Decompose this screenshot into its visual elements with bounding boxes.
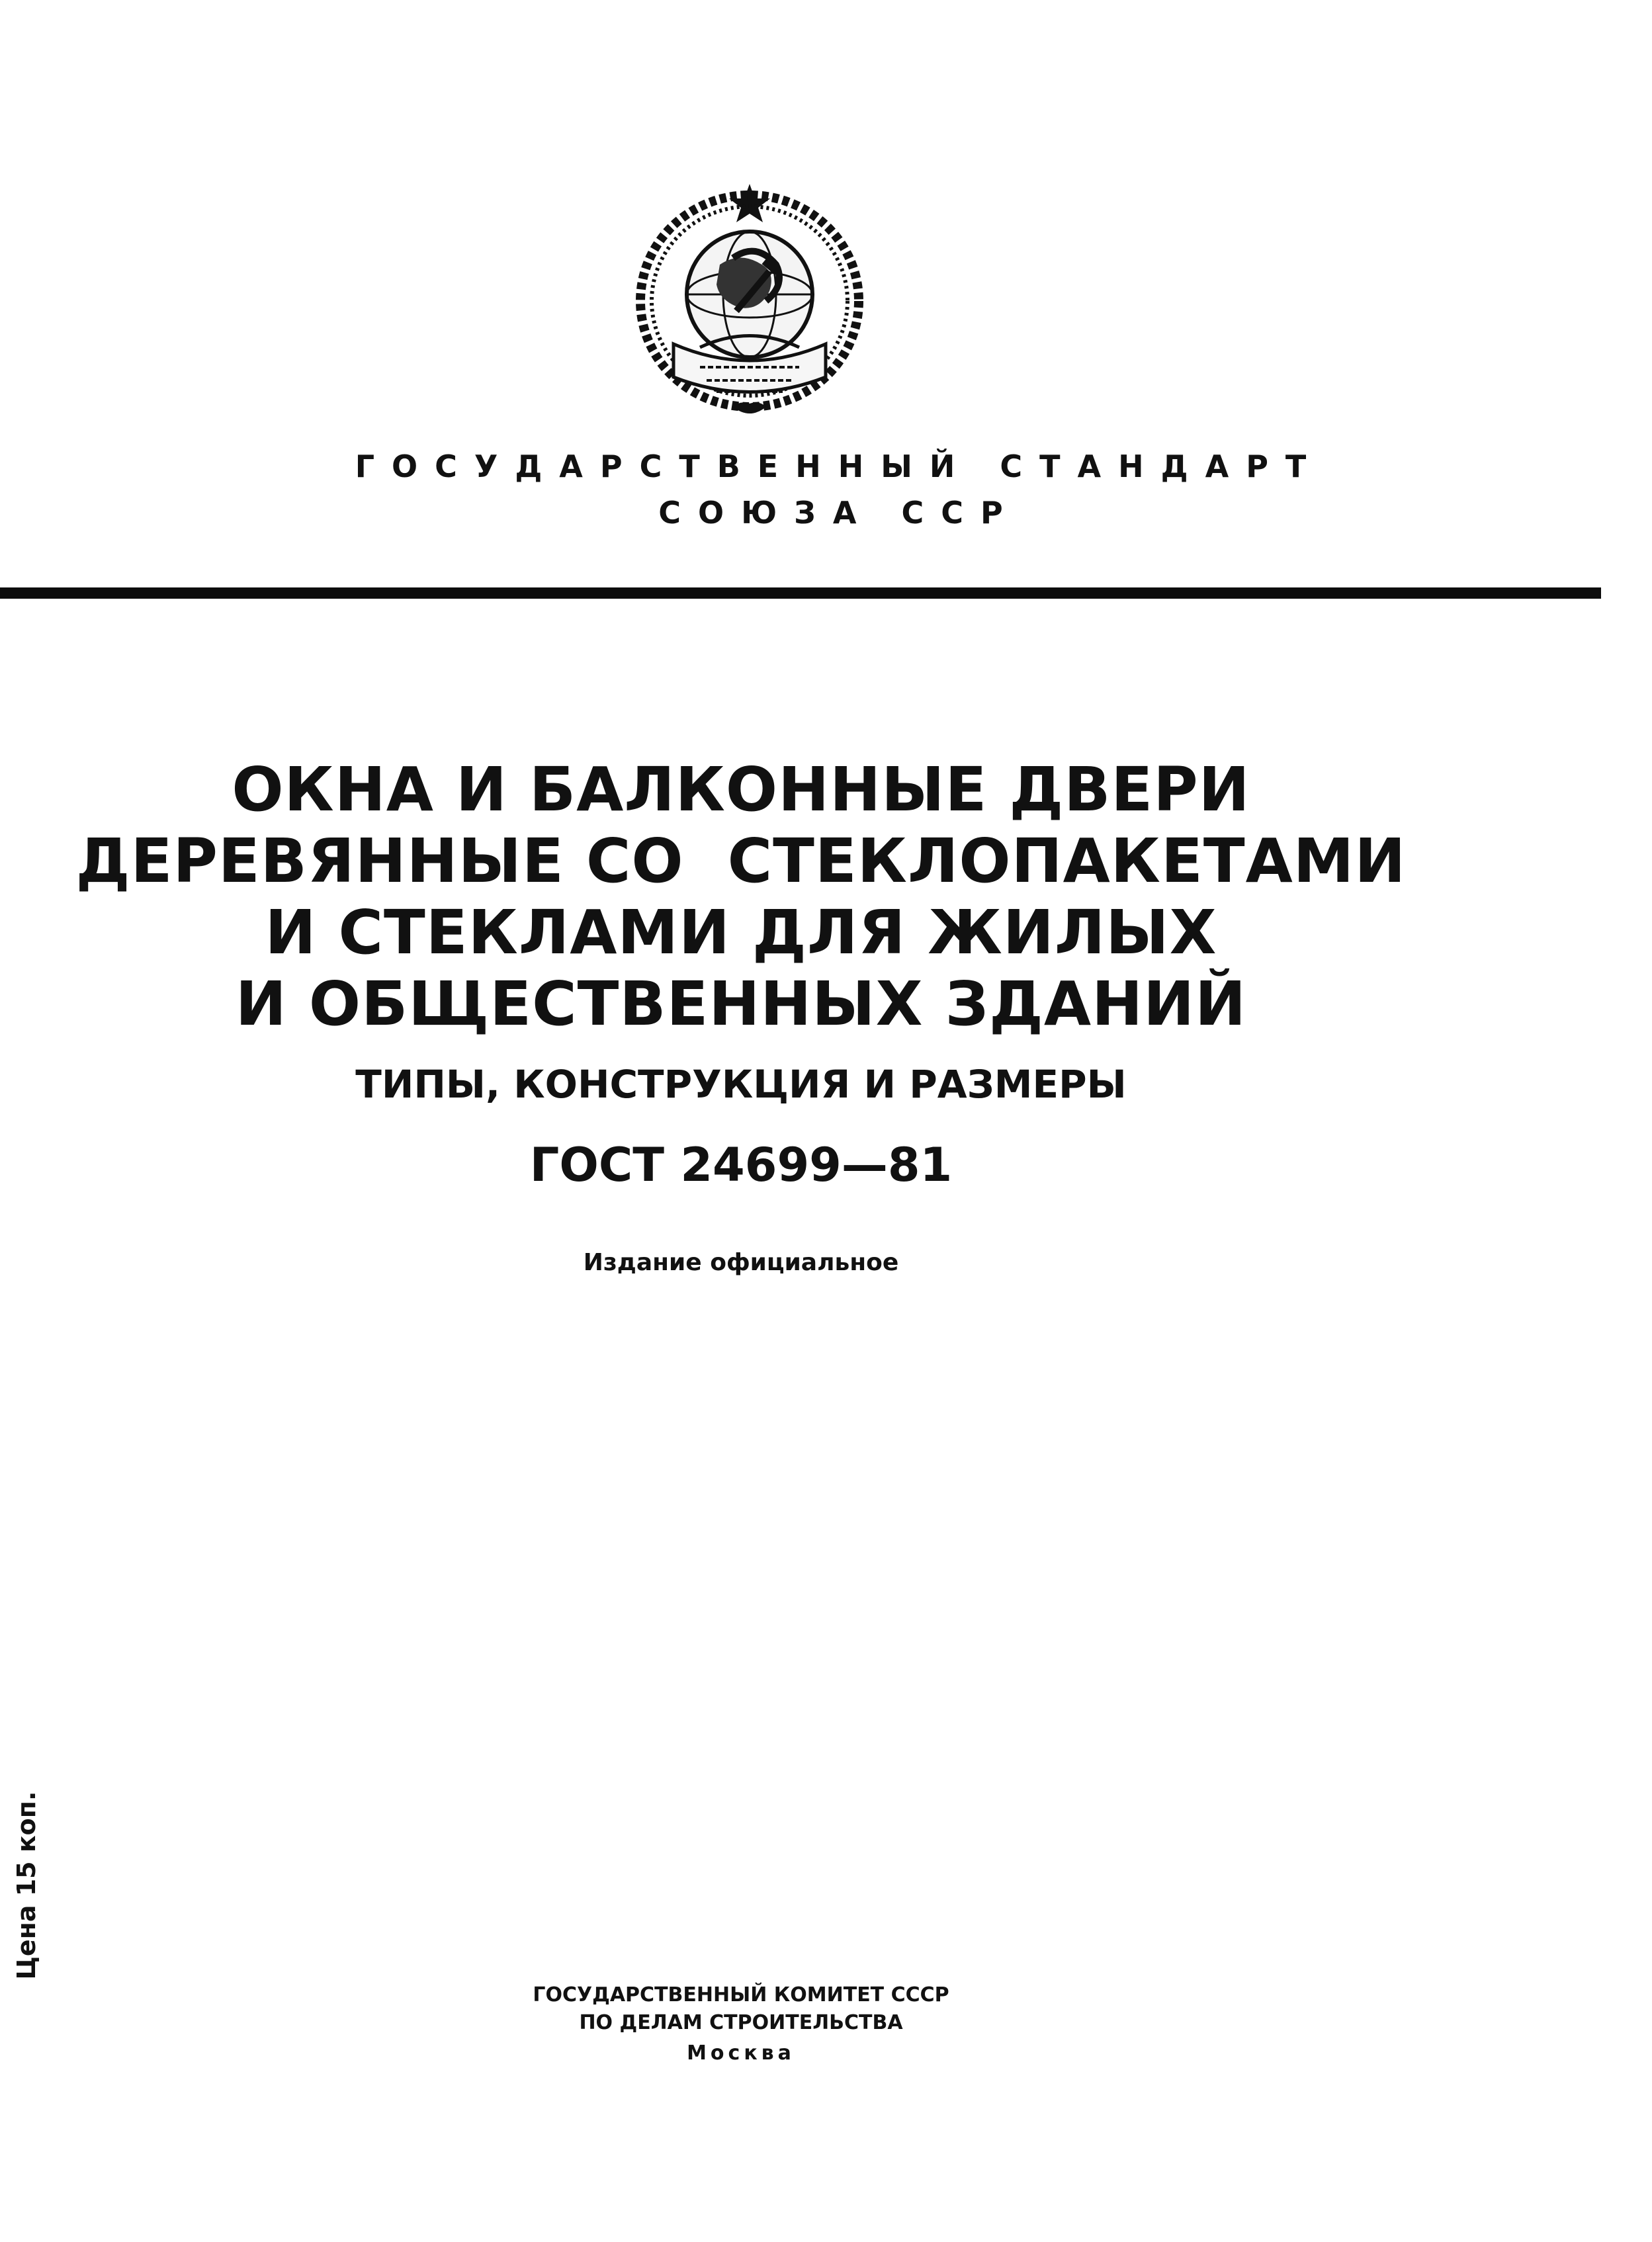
title-line: И ОБЩЕСТВЕННЫХ ЗДАНИЙ xyxy=(235,969,1247,1039)
header-ussr: СОЮЗА ССР xyxy=(658,495,1020,531)
state-emblem-icon xyxy=(627,179,872,423)
standard-number: ГОСТ 24699—81 xyxy=(529,1138,953,1192)
publisher-line: ГОСУДАРСТВЕННЫЙ КОМИТЕТ СССР xyxy=(533,1983,949,2006)
header-state-standard: ГОСУДАРСТВЕННЫЙ СТАНДАРТ xyxy=(355,449,1324,484)
document-title xyxy=(0,754,1482,1040)
horizontal-divider xyxy=(0,587,1601,599)
document-subtitle: ТИПЫ, КОНСТРУКЦИЯ И РАЗМЕРЫ xyxy=(355,1062,1127,1107)
publisher-city: Москва xyxy=(687,2042,795,2065)
title-line: ОКНА И БАЛКОННЫЕ ДВЕРИ xyxy=(232,754,1250,825)
publisher-block xyxy=(0,1981,1482,2067)
publisher-line: ПО ДЕЛАМ СТРОИТЕЛЬСТВА xyxy=(579,2011,903,2034)
title-line: ДЕРЕВЯННЫЕ СО СТЕКЛОПАКЕТАМИ xyxy=(75,826,1407,896)
edition-note: Издание официальное xyxy=(583,1249,899,1276)
title-line: И СТЕКЛАМИ ДЛЯ ЖИЛЫХ xyxy=(265,897,1217,968)
price-label: Цена 15 коп. xyxy=(12,1791,41,1980)
